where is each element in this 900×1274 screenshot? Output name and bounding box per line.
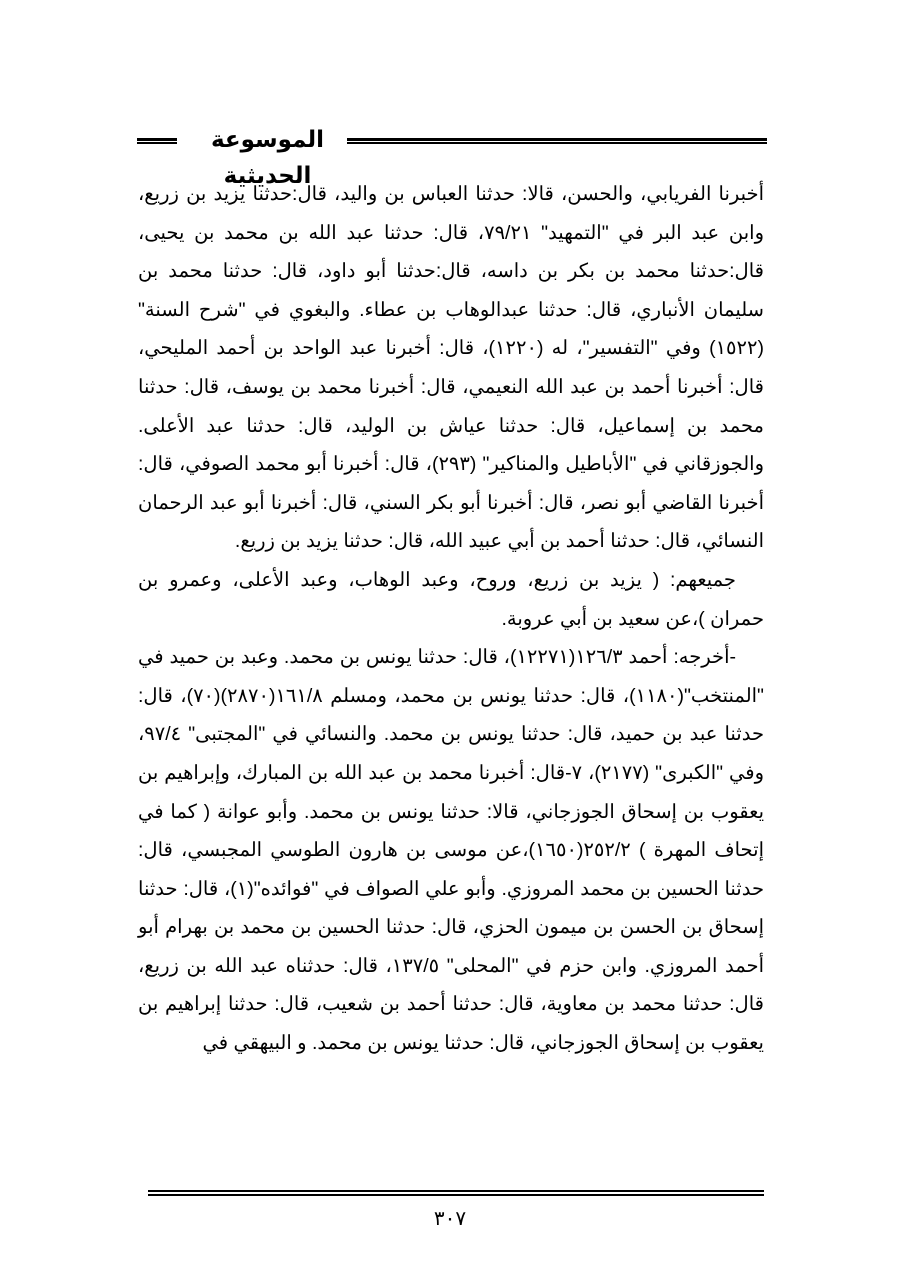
page-number: ٣٠٧ — [433, 1206, 467, 1230]
paragraph-summary: جميعهم: ( يزيد بن زريع، وروح، وعبد الوهاب، وعبد الأعلى، وعمرو بن حمران )،عن سعيد بن أبي عروبة. — [138, 568, 764, 630]
header-rule-left — [137, 138, 177, 144]
page-body — [138, 175, 764, 1063]
header-title: الموسوعة الحديثية — [210, 127, 325, 189]
running-header — [137, 118, 767, 189]
paragraph-takhrij: -أخرجه: أحمد ١٢٦/٣(١٢٢٧١)، قال: حدثنا يونس بن محمد. وعبد بن حميد في "المنتخب"(١١٨٠)، قال: حدثنا يونس بن محمد، ومسلم ١٦١/٨(٢٨٧٠)(٧٠)، قال: حدثنا عبد بن حميد، قال: حدثنا يونس بن محمد. والنسائي في "المجتبى" ٩٧/٤، وفي "الكبرى" (٢١٧٧)، ٧-قال: أخبرنا محمد بن عبد الله بن المبارك، وإبراهيم بن يعقوب بن إسحاق الجوزجاني، قالا: حدثنا يونس بن محمد. وأبو عوانة ( كما في إتحاف المهرة ) ٢٥٢/٢(١٦٥٠)،عن موسى بن هارون الطوسي المجبسي، قال: حدثنا الحسين بن محمد المروزي. وأبو علي الصواف في "فوائده"(١)، قال: حدثنا إسحاق بن الحسن بن ميمون الحزي، قال: حدثنا الحسين بن محمد بن بهرام أبو أحمد المروزي. وابن حزم في "المحلى" ١٣٧/٥، قال: حدثناه عبد الله بن زريع، قال: حدثنا محمد بن معاوية، قال: حدثنا أحمد بن شعيب، قال: حدثنا إبراهيم بن يعقوب بن إسحاق الجوزجاني، قال: حدثنا يونس بن محمد. و البيهقي في — [138, 646, 765, 1055]
footer-rule — [148, 1190, 764, 1196]
paragraph-isnad-1: أخبرنا الفريابي، والحسن، قالا: حدثنا العباس بن واليد، قال:حدثنا يزيد بن زريع، وابن عبد البر في "التمهيد" ٧٩/٢١، قال: حدثنا عبد الله بن محمد بن يحيى، قال:حدثنا محمد بن بكر بن داسه، قال:حدثنا أبو داود، قال: حدثنا محمد بن سليمان الأنباري، قال: حدثنا عبدالوهاب بن عطاء. والبغوي في "شرح السنة" (١٥٢٢) وفي "التفسير"، له (١٢٢٠)، قال: أخبرنا عبد الواحد بن أحمد المليحي، قال: أخبرنا أحمد بن عبد الله النعيمي، قال: أخبرنا محمد بن يوسف، قال: حدثنا محمد بن إسماعيل، قال: حدثنا عياش بن الوليد، قال: حدثنا عبد الأعلى. والجوزقاني في "الأباطيل والمناكير" (٢٩٣)، قال: أخبرنا أبو محمد الصوفي، قال: أخبرنا القاضي أبو نصر، قال: أخبرنا أبو بكر السني، قال: أخبرنا أبو عبد الرحمان النسائي، قال: حدثنا أحمد بن أبي عبيد الله، قال: حدثنا يزيد بن زريع. — [138, 183, 764, 553]
header-rule-right — [347, 138, 767, 144]
